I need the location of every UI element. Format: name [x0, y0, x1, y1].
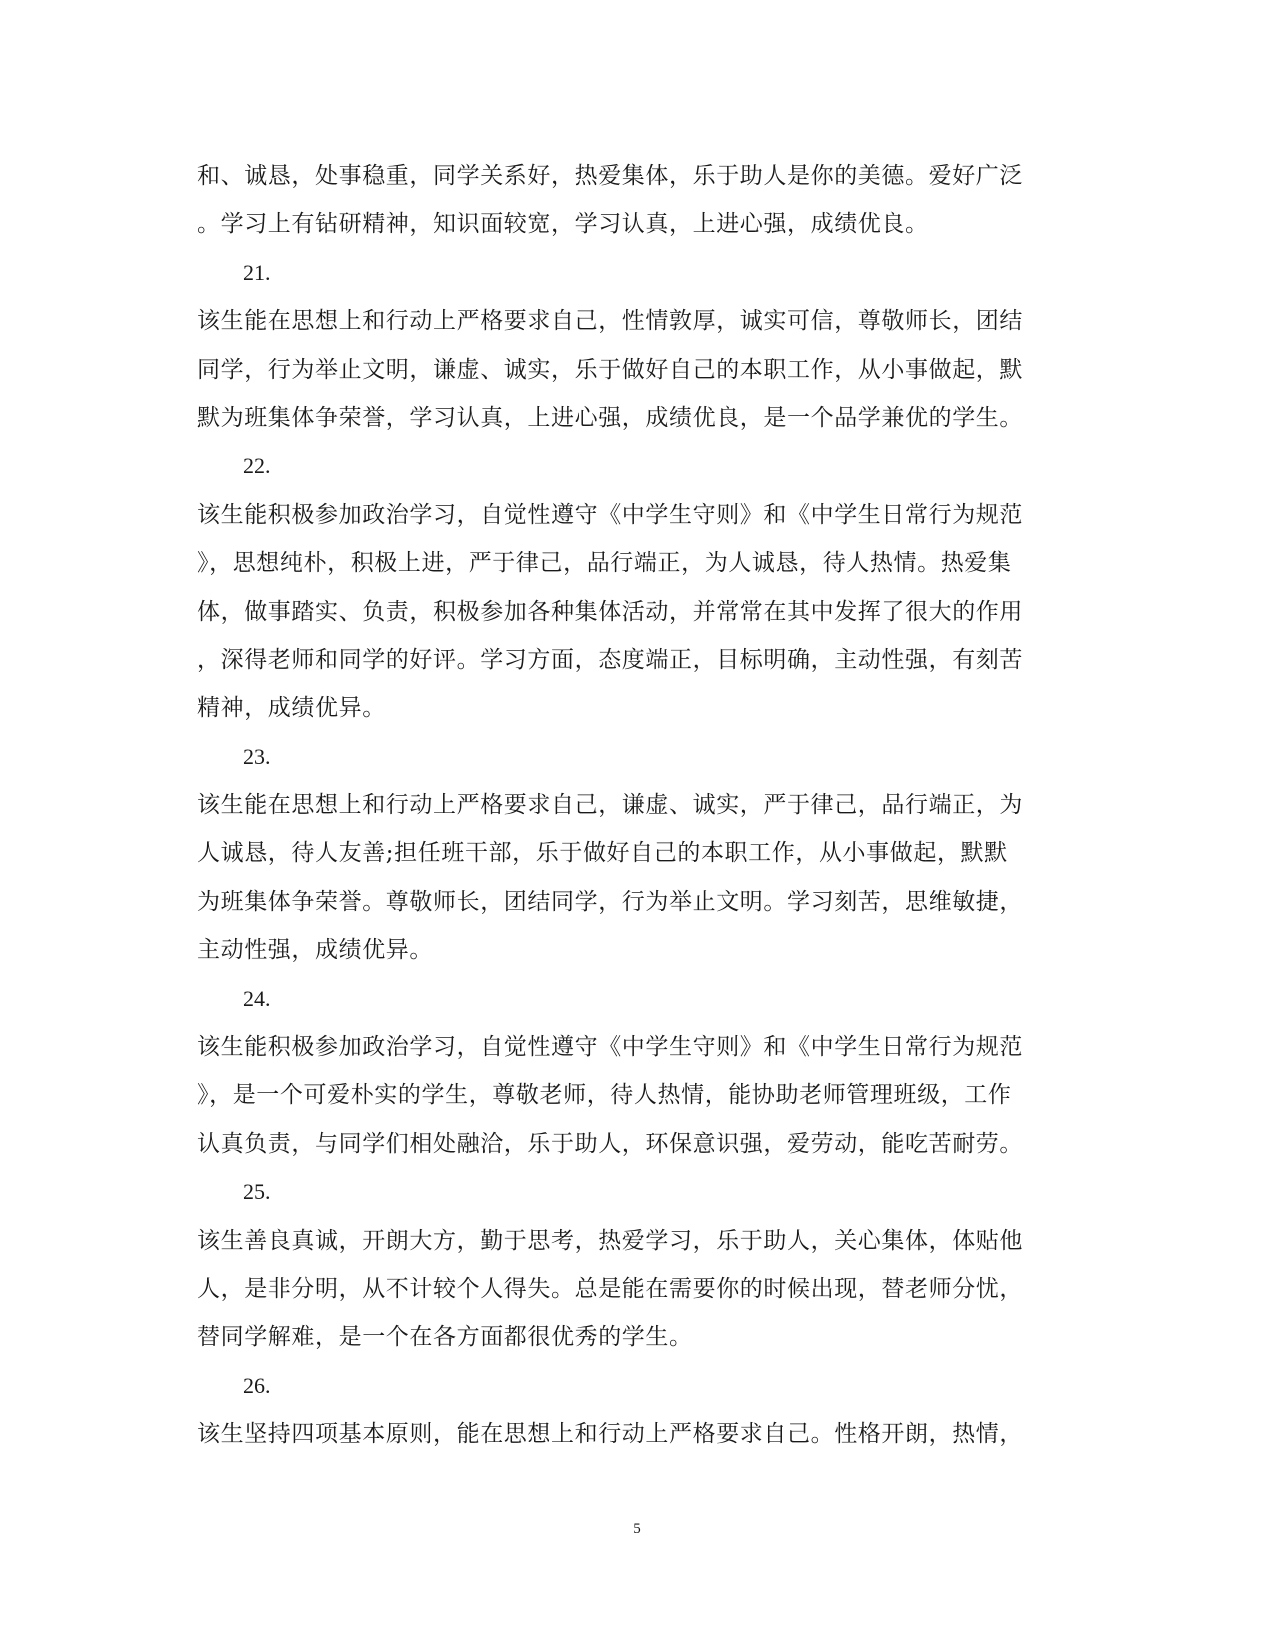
text-line: 精神，成绩优异。 [197, 695, 386, 722]
text-line: 该生坚持四项基本原则，能在思想上和行动上严格要求自己。性格开朗，热情， [197, 1421, 1023, 1448]
text-line: 人诚恳，待人友善;担任班干部，乐于做好自己的本职工作，从小事做起，默默 [197, 840, 1008, 867]
text-line: 替同学解难，是一个在各方面都很优秀的学生。 [197, 1324, 693, 1351]
text-line: 主动性强，成绩优异。 [197, 937, 433, 964]
text-line: 体，做事踏实、负责，积极参加各种集体活动，并常常在其中发挥了很大的作用 [197, 598, 1023, 625]
text-line: 》，是一个可爱朴实的学生，尊敬老师，待人热情，能协助老师管理班级，工作 [197, 1082, 1012, 1109]
text-line: 该生能积极参加政治学习，自觉性遵守《中学生守则》和《中学生日常行为规范 [197, 501, 1023, 528]
page-number: 5 [633, 1521, 641, 1537]
item-number: 21. [243, 259, 271, 285]
text-line: 。学习上有钻研精神，知识面较宽，学习认真，上进心强，成绩优良。 [197, 211, 929, 238]
text-line: 该生善良真诚，开朗大方，勤于思考，热爱学习，乐于助人，关心集体，体贴他 [197, 1227, 1023, 1254]
text-line: 》，思想纯朴，积极上进，严于律己，品行端正，为人诚恳，待人热情。热爱集 [197, 550, 1012, 577]
item-number: 22. [243, 453, 271, 479]
text-line: 默为班集体争荣誉，学习认真，上进心强，成绩优良，是一个品学兼优的学生。 [197, 404, 1023, 431]
item-number: 25. [243, 1179, 271, 1205]
text-line: 和、诚恳，处事稳重，同学关系好，热爱集体，乐于助人是你的美德。爱好广泛 [197, 163, 1023, 189]
text-line: 该生能在思想上和行动上严格要求自己，性情敦厚，诚实可信，尊敬师长，团结 [197, 308, 1023, 335]
document-body [197, 152, 1077, 1459]
item-number: 26. [243, 1372, 271, 1398]
text-line: 为班集体争荣誉。尊敬师长，团结同学，行为举止文明。学习刻苦，思维敏捷， [197, 888, 1023, 915]
text-line: 同学，行为举止文明，谦虚、诚实，乐于做好自己的本职工作，从小事做起，默 [197, 356, 1023, 383]
text-line: ，深得老师和同学的好评。学习方面，态度端正，目标明确，主动性强，有刻苦 [197, 646, 1023, 673]
text-line: 人，是非分明，从不计较个人得失。总是能在需要你的时候出现，替老师分忧， [197, 1275, 1023, 1302]
item-number: 23. [243, 743, 271, 769]
text-line: 该生能积极参加政治学习，自觉性遵守《中学生守则》和《中学生日常行为规范 [197, 1034, 1023, 1061]
text-line: 该生能在思想上和行动上严格要求自己，谦虚、诚实，严于律己，品行端正，为 [197, 792, 1023, 819]
item-number: 24. [243, 985, 271, 1011]
text-line: 认真负责，与同学们相处融洽，乐于助人，环保意识强，爱劳动，能吃苦耐劳。 [197, 1130, 1023, 1157]
